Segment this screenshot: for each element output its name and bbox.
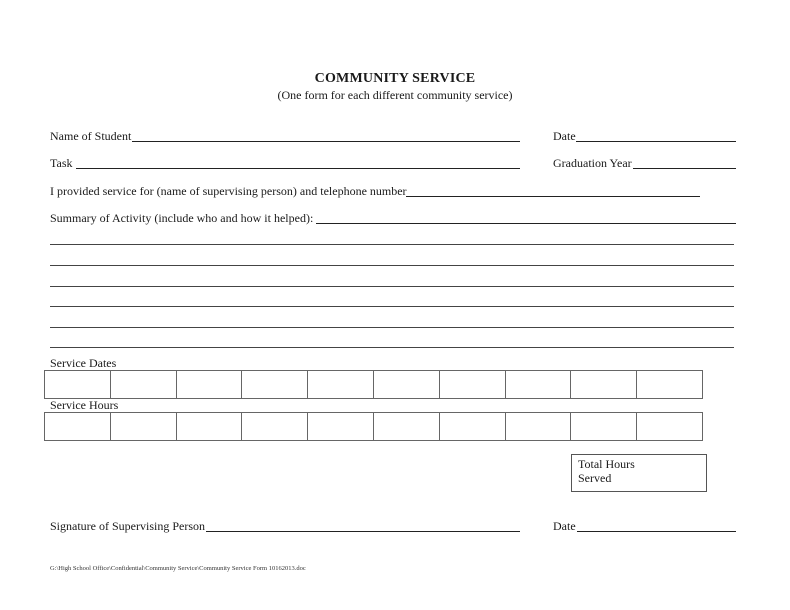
summary-line[interactable] [50,327,734,328]
signature-date-label: Date [553,519,576,533]
service-hours-cell[interactable] [45,413,111,440]
supervisor-label: I provided service for (name of supervising person) and telephone number [50,184,407,198]
service-hours-cell[interactable] [242,413,308,440]
service-hours-cell[interactable] [571,413,637,440]
service-hours-label: Service Hours [50,398,119,412]
service-date-cell[interactable] [637,371,702,398]
service-date-cell[interactable] [374,371,440,398]
summary-line[interactable] [50,286,734,287]
total-hours-box[interactable] [571,454,707,492]
service-date-cell[interactable] [571,371,637,398]
service-hours-cell[interactable] [440,413,506,440]
service-date-cell[interactable] [111,371,177,398]
service-date-cell[interactable] [45,371,111,398]
summary-label: Summary of Activity (include who and how it helped): [50,211,314,225]
service-date-cell[interactable] [506,371,572,398]
name-of-student-field[interactable] [132,141,520,142]
summary-first-line[interactable] [316,223,736,224]
summary-line[interactable] [50,306,734,307]
service-hours-cell[interactable] [177,413,243,440]
service-hours-cell[interactable] [111,413,177,440]
supervisor-field[interactable] [406,196,700,197]
service-hours-grid [44,412,703,441]
graduation-year-field[interactable] [633,168,736,169]
service-date-cell[interactable] [308,371,374,398]
signature-field[interactable] [206,531,520,532]
service-hours-cell[interactable] [637,413,702,440]
service-dates-label: Service Dates [50,356,117,370]
service-date-cell[interactable] [440,371,506,398]
total-hours-label-line1: Total Hours [578,457,635,471]
date-field[interactable] [576,141,736,142]
task-label: Task [50,156,73,170]
service-date-cell[interactable] [177,371,243,398]
total-hours-label-line2: Served [578,471,612,485]
graduation-year-label: Graduation Year [553,156,632,170]
summary-line[interactable] [50,244,734,245]
service-dates-grid [44,370,703,399]
summary-line[interactable] [50,347,734,348]
form-subtitle: (One form for each different community service) [277,88,513,102]
form-title: COMMUNITY SERVICE [314,71,476,86]
date-label: Date [553,129,576,143]
signature-label: Signature of Supervising Person [50,519,205,533]
service-hours-cell[interactable] [374,413,440,440]
summary-line[interactable] [50,265,734,266]
service-hours-cell[interactable] [506,413,572,440]
task-field[interactable] [76,168,520,169]
service-date-cell[interactable] [242,371,308,398]
name-of-student-label: Name of Student [50,129,132,143]
file-path-footer: G:\High School Office\Confidential\Community Service\Community Service Form 10162013.doc [50,565,306,572]
signature-date-field[interactable] [577,531,736,532]
service-hours-cell[interactable] [308,413,374,440]
